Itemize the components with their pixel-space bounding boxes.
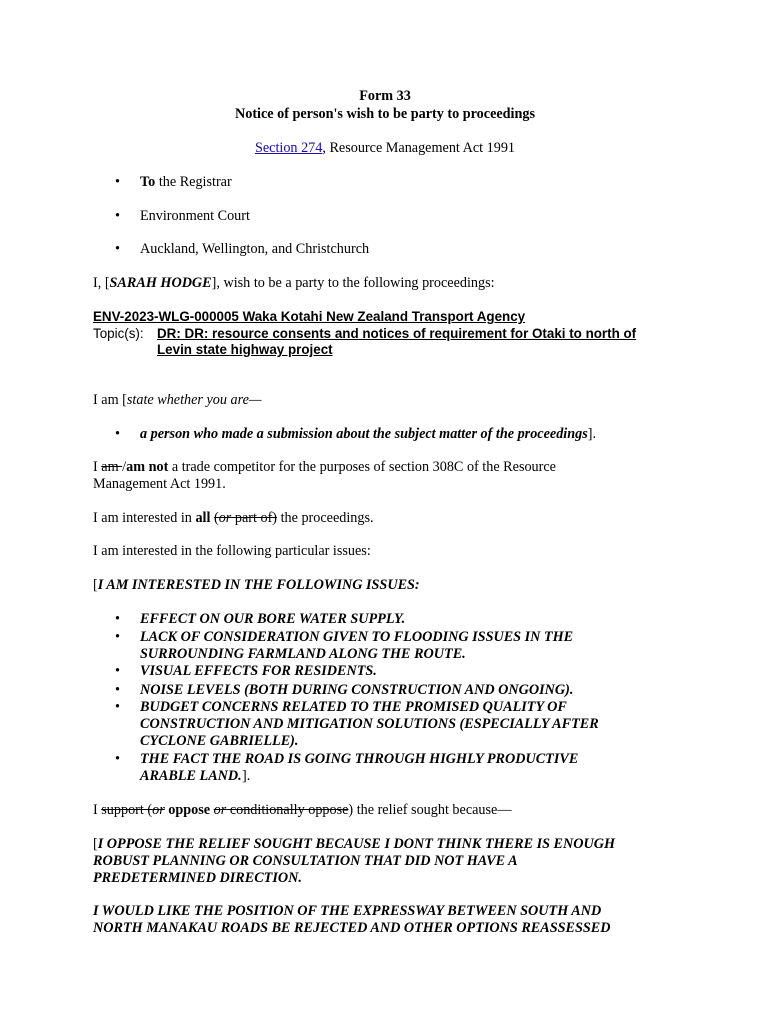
interest-extent: I am interested in all (or part of) the proceedings. xyxy=(93,510,374,526)
addressee-registrar: To the Registrar xyxy=(140,174,232,190)
addressee-bullet: • xyxy=(115,208,120,224)
topic-line-1: DR: DR: resource consents and notices of requirement for Otaki to north of xyxy=(157,326,637,341)
reasons-para-1-line-3: PREDETERMINED DIRECTION. xyxy=(93,870,302,886)
issues-close: ]. xyxy=(242,768,251,784)
addressee-bullet: • xyxy=(115,174,120,190)
act-reference xyxy=(0,140,770,157)
trade-competitor-line-1: I am /am not a trade competitor for the purposes of section 308C of the Resource xyxy=(93,459,556,475)
party-name: SARAH HODGE xyxy=(109,275,212,291)
topic-line-2: Levin state highway project xyxy=(157,342,333,357)
trade-competitor-line-2: Management Act 1991. xyxy=(93,476,226,492)
issues-heading: [I AM INTERESTED IN THE FOLLOWING ISSUES: xyxy=(93,577,420,593)
addressee-locations: Auckland, Wellington, and Christchurch xyxy=(140,241,370,257)
addressee-court: Environment Court xyxy=(140,208,250,224)
reasons-para-2-line-1: I WOULD LIKE THE POSITION OF THE EXPRESSWAY BETWEEN SOUTH AND xyxy=(93,903,602,919)
act-name: , Resource Management Act 1991 xyxy=(322,140,516,156)
proceeding-reference: ENV-2023-WLG-000005 Waka Kotahi New Zealand Transport Agency xyxy=(93,309,526,324)
reasons-para-1-line-1: [I OPPOSE THE RELIEF SOUGHT BECAUSE I DONT THINK THERE IS ENOUGH xyxy=(93,836,616,852)
form-number: Form 33 xyxy=(359,88,411,104)
form-title: Notice of person's wish to be party to proceedings xyxy=(234,106,536,122)
reasons-para-2-line-2: NORTH MANAKAU ROADS BE REJECTED AND OTHER OPTIONS REASSESSED xyxy=(93,920,611,936)
status-submitter: a person who made a submission about the subject matter of the proceedings]. xyxy=(140,426,597,442)
issues-intro: I am interested in the following particular issues: xyxy=(93,543,371,559)
reasons-para-1-line-2: ROBUST PLANNING OR CONSULTATION THAT DID NOT HAVE A xyxy=(93,853,518,869)
status-intro: I am [state whether you are— xyxy=(93,392,262,408)
party-statement: I, [SARAH HODGE], wish to be a party to the following proceedings: xyxy=(93,275,495,291)
topic-label: Topic(s): xyxy=(93,326,144,341)
addressee-bullet: • xyxy=(115,241,120,257)
position-statement: I support (or oppose or conditionally oppose) the relief sought because— xyxy=(93,802,512,818)
section-274-link[interactable]: Section 274 xyxy=(254,140,323,156)
status-bullet: • xyxy=(115,426,120,442)
form-page: Form 33 Notice of person's wish to be party to proceedings Section 274, Resource Management Act 1991 • To the Registrar • Environment Court • Auckland, Wellington, and Christchurch I, [SARAH HODGE], wish to be a party to the following proceedings: ENV-2023-WLG-000005 Waka Kotahi New Zealand Transport Agency Topic(s): DR: DR: resource consents and notices of requirement for Otaki to north of Levin state highway project I am [state whether you are— • a person who made a submission about the subject matter of the proceedings]. I am /am not a trade competitor for the purposes of section 308C of the Resource Management Act 1991. I am interested in all (or part of) the proceedings. I am interested in the following particular issues: [I AM INTERESTED IN THE FOLLOWING ISSUES: • EFFECT ON OUR BORE WATER SUPPLY. • LACK OF CONSIDERATION GIVEN TO FLOODING ISSUES IN THE SURROUNDING FARMLAND ALONG THE ROUTE. • VISUAL EFFECTS FOR RESIDENTS. • NOISE LEVELS (BOTH DURING CONSTRUCTION AND ONGOING). • BUDGET CONCERNS RELATED TO THE PROMISED QUALITY OF CONSTRUCTION AND MITIGATION SOLUTIONS (ESPECIALLY AFTER CYCLONE GABRIELLE). • THE FACT THE ROAD IS GOING THROUGH HIGHLY PRODUCTIVE ARABLE LAND. ]. I support (or oppose or conditionally oppose) the relief sought because— [I OPPOSE THE RELIEF SOUGHT BECAUSE I DONT THINK THERE IS ENOUGH ROBUST PLANNING OR CONSULTATION THAT DID NOT HAVE A PREDETERMINED DIRECTION. I WOULD LIKE THE POSITION OF THE EXPRESSWAY BETWEEN SOUTH AND NORTH MANAKAU ROADS BE REJECTED AND OTHER OPTIONS REASSESSED xyxy=(0,0,770,1024)
